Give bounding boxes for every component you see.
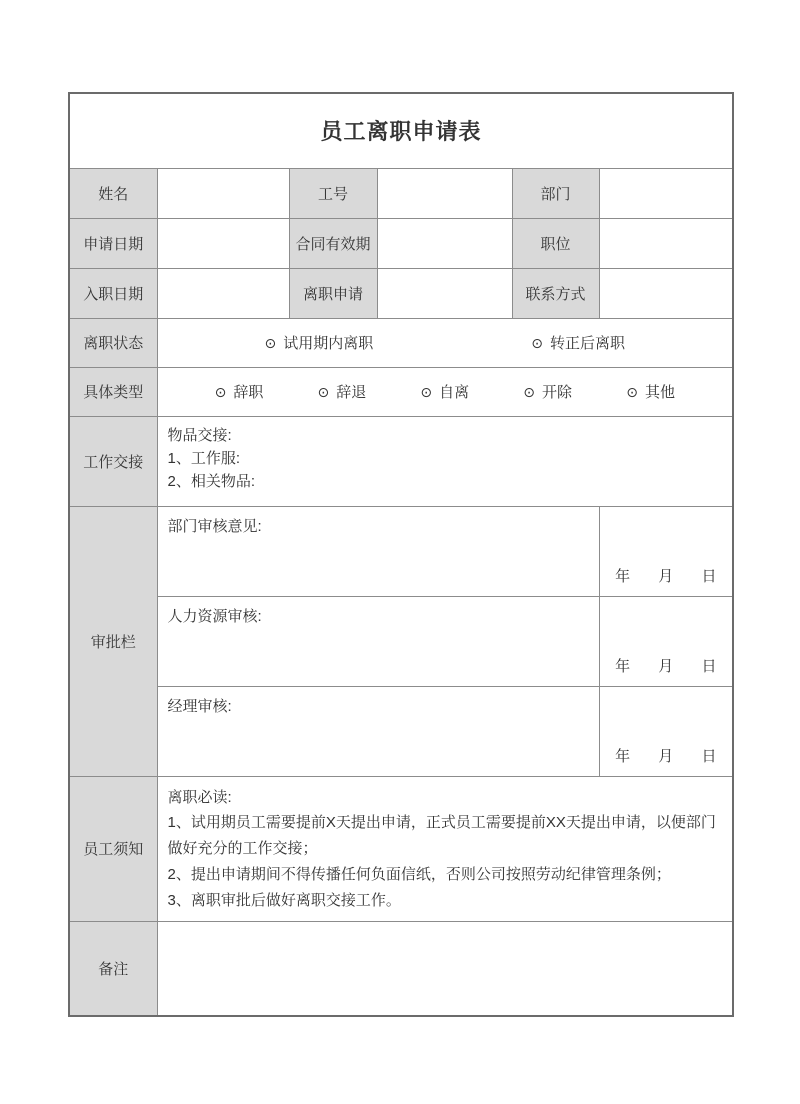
radio-icon: ⊙ — [626, 383, 638, 400]
position-label: 职位 — [512, 218, 599, 268]
employee-id-value-cell[interactable] — [377, 168, 512, 218]
resignation-status-label: 离职状态 — [69, 318, 157, 367]
status-options — [158, 332, 733, 353]
form-title: 员工离职申请表 — [69, 93, 733, 168]
resignation-application-label: 离职申请 — [289, 268, 377, 318]
date-stamp: 年 月 日 — [615, 567, 717, 585]
handover-line: 2、相关物品: — [167, 473, 256, 490]
work-handover-label: 工作交接 — [69, 416, 157, 506]
radio-icon: ⊙ — [523, 383, 536, 400]
remark-value-cell[interactable] — [157, 922, 733, 1016]
status-option-label: 转正后离职 — [550, 335, 626, 352]
position-value-cell[interactable] — [599, 218, 733, 268]
entry-date-value-cell[interactable] — [157, 268, 289, 318]
status-option-post-confirmation-resign[interactable] — [531, 332, 625, 353]
type-option-self-leave[interactable] — [420, 381, 469, 402]
radio-icon: ⊙ — [214, 383, 227, 400]
type-option-label: 自离 — [439, 384, 470, 401]
notice-line: 1、试用期员工需要提前X天提出申请，正式员工需要提前XX天提出申请，以便部门做好充分的工作交接； — [167, 814, 716, 858]
radio-icon: ⊙ — [264, 334, 277, 351]
type-option-label: 其他 — [644, 384, 675, 401]
department-label: 部门 — [512, 168, 599, 218]
resignation-form-table — [68, 92, 734, 1017]
employee-notice-label: 员工须知 — [69, 776, 157, 922]
type-option-resign[interactable] — [215, 381, 264, 402]
status-option-label: 试用期内离职 — [283, 335, 374, 352]
hr-review-date-cell[interactable] — [599, 596, 733, 686]
contact-label: 联系方式 — [512, 268, 599, 318]
entry-date-label: 入职日期 — [69, 268, 157, 318]
date-stamp: 年 月 日 — [615, 657, 717, 675]
employee-id-label: 工号 — [289, 168, 377, 218]
manager-review-cell[interactable]: 经理审核: — [157, 686, 599, 776]
remark-label: 备注 — [69, 922, 157, 1016]
type-option-label: 开除 — [542, 384, 573, 401]
approval-column-label: 审批栏 — [69, 506, 157, 776]
handover-line: 1、工作服: — [167, 449, 241, 467]
type-option-other[interactable] — [626, 381, 675, 402]
department-value-cell[interactable] — [599, 168, 733, 218]
radio-icon: ⊙ — [317, 383, 330, 400]
type-option-expelled[interactable] — [523, 381, 572, 402]
application-date-value-cell[interactable] — [157, 218, 289, 268]
notice-line: 离职必读: — [167, 788, 232, 806]
resignation-status-options-cell — [157, 318, 733, 367]
contract-validity-label: 合同有效期 — [289, 218, 377, 268]
radio-icon: ⊙ — [531, 334, 544, 351]
date-stamp: 年 月 日 — [615, 747, 717, 765]
type-option-dismissed[interactable] — [317, 381, 366, 402]
radio-icon: ⊙ — [420, 383, 433, 400]
hr-review-cell[interactable]: 人力资源审核: — [157, 596, 599, 686]
notice-line: 2、提出申请期间不得传播任何负面信纸，否则公司按照劳动纪律管理条例； — [167, 865, 671, 883]
contract-validity-value-cell[interactable] — [377, 218, 512, 268]
department-review-date-cell[interactable] — [599, 506, 733, 596]
work-handover-content-cell[interactable] — [157, 416, 733, 506]
resignation-application-value-cell[interactable] — [377, 268, 512, 318]
notice-line: 3、离职审批后做好离职交接工作。 — [167, 891, 401, 909]
specific-type-label: 具体类型 — [69, 367, 157, 416]
type-option-label: 辞职 — [233, 384, 264, 401]
manager-review-date-cell[interactable] — [599, 686, 733, 776]
department-review-cell[interactable]: 部门审核意见: — [157, 506, 599, 596]
application-date-label: 申请日期 — [69, 218, 157, 268]
type-option-label: 辞退 — [336, 384, 367, 401]
name-value-cell[interactable] — [157, 168, 289, 218]
specific-type-options-cell — [157, 367, 733, 416]
handover-line: 物品交接: — [167, 426, 232, 444]
contact-value-cell[interactable] — [599, 268, 733, 318]
type-options — [158, 381, 733, 402]
status-option-probation-resign[interactable] — [265, 332, 374, 353]
name-label: 姓名 — [69, 168, 157, 218]
employee-notice-content-cell — [157, 776, 733, 922]
